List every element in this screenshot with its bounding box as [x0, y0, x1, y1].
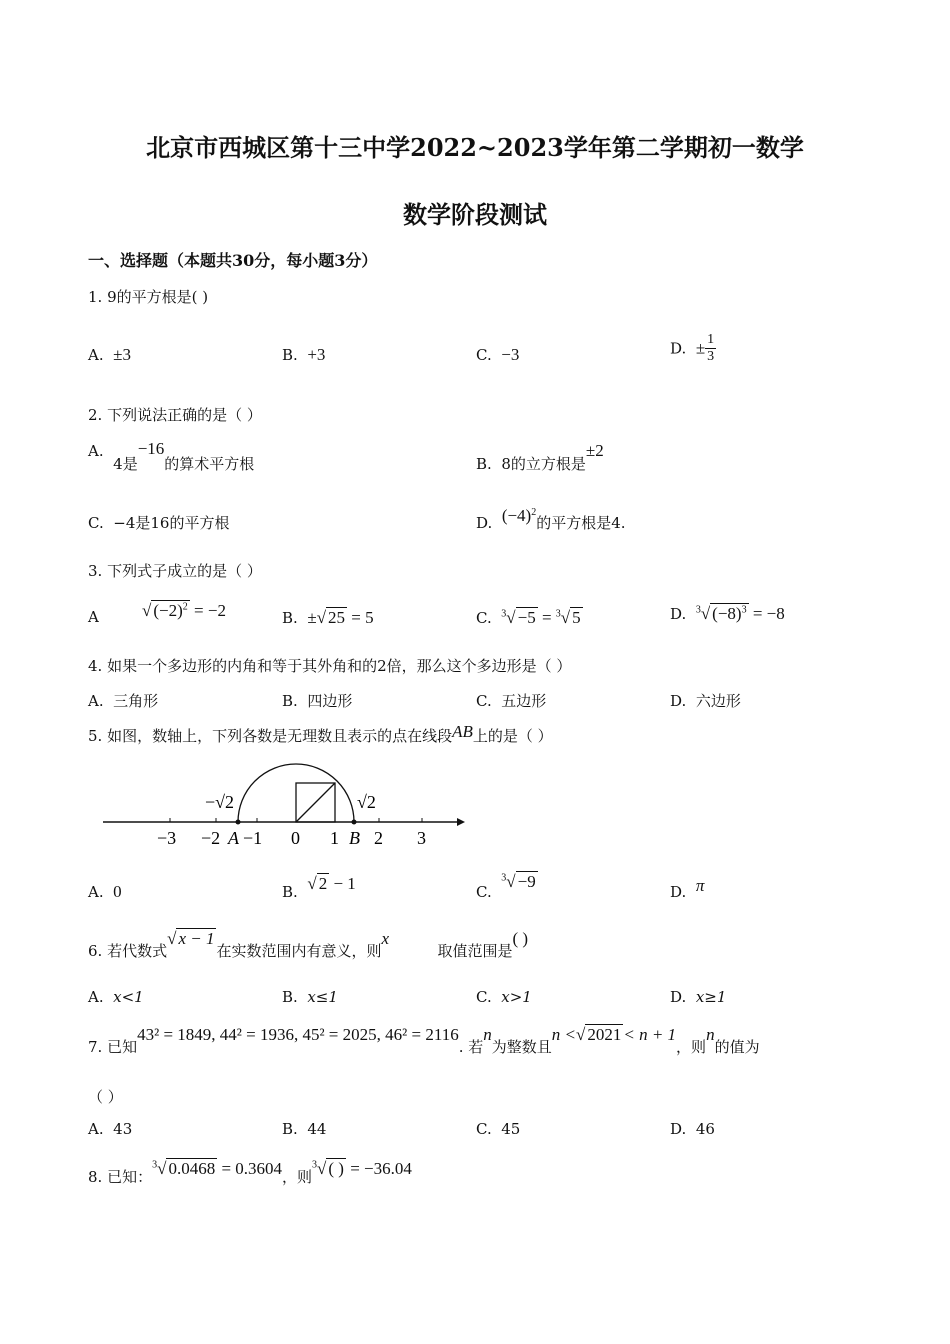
q2-option-d: D. $(-4)^2$的平方根是4.	[476, 506, 626, 532]
tick-label: −1	[243, 828, 263, 848]
q3-option-a-label: A	[88, 608, 99, 626]
q1-stem: 1. 9的平方根是( )	[88, 288, 209, 306]
q7-option-a: A. 43	[88, 1120, 133, 1138]
point-b	[352, 820, 357, 825]
label-pos-sqrt2: √2	[357, 792, 376, 812]
number-line-figure	[95, 760, 475, 852]
q4-option-b: B. 四边形	[282, 692, 353, 710]
q4-option-a: A. 三角形	[88, 692, 159, 710]
page-title: 北京市西城区第十三中学2022~2023学年第二学期初一数学	[146, 133, 804, 162]
q4-option-c: C. 五边形	[476, 692, 547, 710]
q6-option-b: B. x≤1	[282, 988, 338, 1006]
q3-option-d: D. $^3$√ $(-8)^3 = -8$	[670, 604, 785, 623]
q5-option-b: B. √ 2 − 1	[282, 874, 356, 901]
label-neg-sqrt2: −√2	[205, 792, 235, 812]
q2-stem: 2. 下列说法正确的是（ ）	[88, 406, 262, 424]
q5-option-c: C. $^3$√ −9	[476, 872, 536, 901]
q6-option-c: C. x>1	[476, 988, 532, 1006]
q1-option-d: D. ± $\frac{1}{3}$	[670, 332, 715, 364]
q5-option-d: D. π	[670, 876, 705, 901]
q3-stem: 3. 下列式子成立的是（ ）	[88, 562, 262, 580]
q1-option-b: B. +3	[282, 345, 326, 364]
q3-option-b: B. ±√ 25 = 5	[282, 608, 374, 627]
tick-label: 3	[417, 828, 426, 848]
tick-label: 1	[330, 828, 339, 848]
q2-option-c: C. −4是16的平方根	[88, 514, 230, 532]
q4-option-d: D. 六边形	[670, 692, 741, 710]
q7-stem: 7. 已知43² = 1849, 44² = 1936, 45² = 2025, 46² = 2116. 若n为整数且n <√ 2021 < n + 1，则n的值为	[88, 1025, 760, 1056]
q5-stem: 5. 如图，数轴上，下列各数是无理数且表示的点在线段AB上的是（ ）	[88, 722, 553, 745]
q7-option-c: C. 45	[476, 1120, 521, 1138]
square-diagonal	[296, 783, 335, 822]
q2-option-a: A. 4是−16的算术平方根	[88, 439, 255, 473]
q1-option-c: C. −3	[476, 345, 520, 364]
tick-label: −2	[201, 828, 221, 848]
q7-option-b: B. 44	[282, 1120, 327, 1138]
tick-label: B	[349, 828, 360, 848]
tick-label: A	[228, 828, 239, 848]
q3-option-c: C. $^3$√ −5 = $^3$√ 5	[476, 608, 581, 627]
page-subtitle: 数学阶段测试	[403, 200, 547, 229]
section-heading: 一、选择题（本题共30分，每小题3分）	[88, 251, 378, 270]
tick-label: 0	[291, 828, 300, 848]
q7-option-d: D. 46	[670, 1120, 715, 1138]
q8-stem: 8. 已知：$^3$√ 0.0468 = 0.3604，则$^3$√ ( ) = −36.04	[88, 1159, 412, 1186]
q2-option-b: B. 8的立方根是±2	[476, 441, 604, 473]
tick-label: −3	[157, 828, 177, 848]
q5-option-a: A. 0	[88, 882, 122, 901]
q7-paren: （ ）	[88, 1088, 123, 1106]
q6-option-d: D. x≥1	[670, 988, 727, 1006]
q1-option-a: A. ±3	[88, 345, 131, 364]
point-a	[236, 820, 241, 825]
q3-option-a: √ $(-2)^2 = -2$	[142, 601, 226, 620]
q6-stem: 6. 若代数式√ x − 1在实数范围内有意义，则x取值范围是( )	[88, 929, 529, 960]
q6-option-a: A. x<1	[88, 988, 144, 1006]
tick-label: 2	[374, 828, 383, 848]
axis-arrow-icon	[457, 818, 465, 826]
q4-stem: 4. 如果一个多边形的内角和等于其外角和的2倍，那么这个多边形是（ ）	[88, 657, 572, 675]
